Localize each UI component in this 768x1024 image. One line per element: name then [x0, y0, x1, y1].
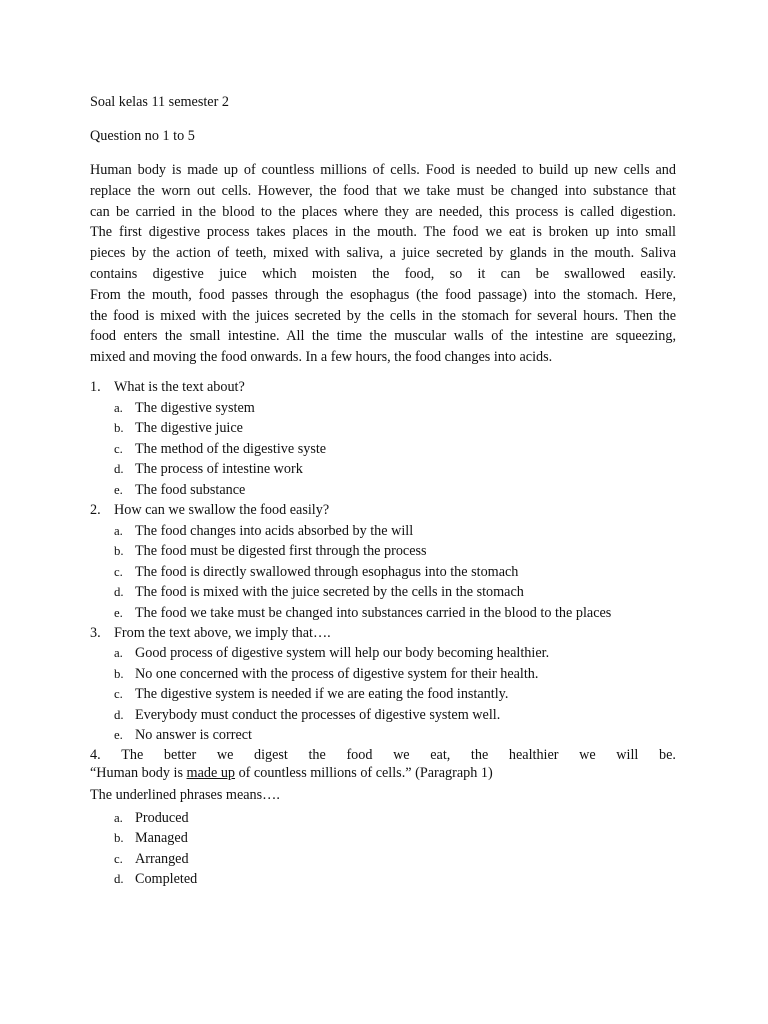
- option-letter: a.: [114, 401, 123, 415]
- statement-word: eat,: [430, 747, 451, 763]
- passage-line: The first digestive process takes places in the mouth. The food we eat is broken up into small: [90, 224, 676, 241]
- statement-word: food: [346, 747, 373, 763]
- option-text: Produced: [135, 810, 189, 826]
- statement-word: be.: [658, 747, 676, 763]
- option-letter: b.: [114, 667, 124, 681]
- option-text: The method of the digestive syste: [135, 441, 327, 457]
- question-text: From the text above, we imply that….: [114, 625, 331, 641]
- statement-word: we: [579, 747, 596, 763]
- option-text: Good process of digestive system will help our body becoming healthier.: [135, 645, 550, 661]
- section-heading: Question no 1 to 5: [90, 128, 195, 144]
- question-number: 2.: [90, 502, 101, 518]
- option-letter: c.: [114, 687, 123, 701]
- passage-line: From the mouth, food passes through the esophagus (the food passage) into the stomach. Here,: [90, 286, 676, 303]
- reading-passage: [90, 160, 676, 368]
- option-text: No one concerned with the process of digestive system for their health.: [135, 666, 539, 682]
- statement-word: the: [470, 747, 489, 763]
- question-number: 4.: [90, 747, 101, 763]
- option-text: The digestive system: [135, 400, 255, 416]
- option-letter: a.: [114, 646, 123, 660]
- question-text: The underlined phrases means….: [90, 787, 280, 803]
- option-letter: b.: [114, 421, 124, 435]
- passage-line: food enters the small intestine. All the time the muscular walls of the intestine are squeezing,: [90, 328, 676, 345]
- question-text: How can we swallow the food easily?: [114, 502, 330, 518]
- question-number: 1.: [90, 379, 101, 395]
- quote-text: “Human body is: [90, 765, 187, 781]
- option-letter: c.: [114, 565, 123, 579]
- option-text: The food is mixed with the juice secreted by the cells in the stomach: [135, 584, 524, 600]
- underlined-phrase: made up: [186, 765, 236, 781]
- option-text: Completed: [135, 871, 198, 887]
- option-letter: e.: [114, 606, 123, 620]
- question-number: 3.: [90, 625, 101, 641]
- option-text: The food substance: [135, 482, 246, 498]
- option-letter: e.: [114, 728, 123, 742]
- question-text: What is the text about?: [114, 379, 245, 395]
- passage-line: pieces by the action of teeth, mixed with saliva, a juice secreted by glands in the mouth. Saliva: [90, 245, 676, 262]
- option-letter: d.: [114, 462, 124, 476]
- option-letter: a.: [114, 524, 123, 538]
- option-text: Arranged: [135, 851, 189, 867]
- passage-line: the food is mixed with the juices secreted by the cells in the stomach for several hours. Then the: [90, 307, 676, 324]
- passage-line: mixed and moving the food onwards. In a few hours, the food changes into acids.: [90, 349, 553, 366]
- option-letter: c.: [114, 852, 123, 866]
- statement-word: better: [163, 747, 197, 763]
- option-text: The digestive juice: [135, 420, 243, 436]
- document-title: Soal kelas 11 semester 2: [90, 94, 229, 110]
- option-text: Managed: [135, 830, 188, 846]
- option-text: The food we take must be changed into substances carried in the blood to the places: [135, 605, 612, 621]
- option-letter: b.: [114, 544, 124, 558]
- option-letter: d.: [114, 585, 124, 599]
- option-text: The food changes into acids absorbed by the will: [135, 523, 414, 539]
- statement-word: will: [616, 747, 639, 763]
- passage-line: replace the worn out cells. However, the food that we take must be changed into substance that: [90, 182, 676, 199]
- option-text: The process of intestine work: [135, 461, 303, 477]
- option-letter: e.: [114, 483, 123, 497]
- option-letter: d.: [114, 708, 124, 722]
- passage-line: can be carried in the blood to the places where they are needed, this process is called digestion.: [90, 203, 676, 220]
- option-text: The food is directly swallowed through esophagus into the stomach: [135, 564, 519, 580]
- quote-text: of countless millions of cells.” (Paragraph 1): [235, 765, 493, 781]
- option-letter: a.: [114, 811, 123, 825]
- statement-word: The: [121, 747, 144, 763]
- passage-line: contains digestive juice which moisten the food, so it can be swallowed easily.: [90, 265, 676, 282]
- option-text: Everybody must conduct the processes of digestive system well.: [135, 707, 501, 723]
- statement-word: we: [393, 747, 410, 763]
- statement-word: digest: [253, 747, 288, 763]
- option-text: The food must be digested first through the process: [135, 543, 427, 559]
- option-letter: c.: [114, 442, 123, 456]
- option-text: No answer is correct: [135, 727, 252, 743]
- quoted-sentence: [90, 765, 493, 782]
- passage-line: Human body is made up of countless millions of cells. Food is needed to build up new cells and: [90, 162, 676, 178]
- option-letter: d.: [114, 872, 124, 886]
- statement-word: we: [216, 747, 234, 763]
- statement-word: the: [308, 747, 326, 763]
- question-4-statement: [90, 745, 676, 765]
- option-text: The digestive system is needed if we are eating the food instantly.: [135, 686, 509, 702]
- option-letter: b.: [114, 831, 124, 845]
- statement-word: healthier: [508, 747, 559, 763]
